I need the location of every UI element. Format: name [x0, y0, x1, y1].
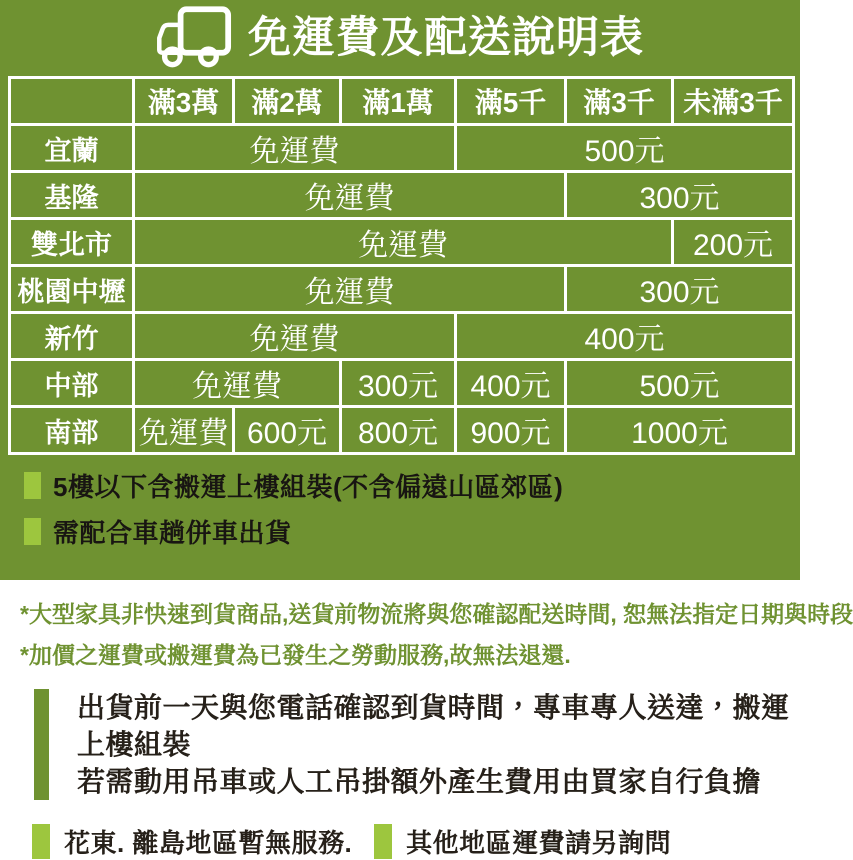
fee-cell: 免運費 — [134, 313, 456, 360]
fine-print-notes — [0, 594, 853, 676]
region-label: 中部 — [10, 360, 134, 407]
fee-cell: 300元 — [566, 172, 794, 219]
fee-cell: 免運費 — [134, 360, 341, 407]
fine-note-text: *加價之運費或搬運費為已發生之勞動服務,故無法退還. — [20, 642, 571, 668]
table-header-row — [10, 78, 794, 125]
table-row — [10, 266, 794, 313]
column-header: 滿1萬 — [341, 78, 456, 125]
green-notes — [0, 455, 800, 550]
fee-cell: 900元 — [456, 407, 566, 454]
delivery-note-text — [77, 689, 800, 800]
region-label: 基隆 — [10, 172, 134, 219]
fee-cell: 300元 — [566, 266, 794, 313]
delivery-note-line2: 若需動用吊車或人工吊掛額外產生費用由買家自行負擔 — [77, 766, 762, 797]
fee-cell: 免運費 — [134, 219, 673, 266]
footer-note-text: 花東. 離島地區暫無服務. — [64, 828, 353, 858]
fee-cell: 免運費 — [134, 125, 456, 172]
fee-cell: 600元 — [234, 407, 341, 454]
table-row — [10, 219, 794, 266]
title-bar — [0, 0, 800, 76]
region-label: 雙北市 — [10, 219, 134, 266]
fee-cell: 400元 — [456, 313, 794, 360]
delivery-note-line1: 出貨前一天與您電話確認到貨時間，專車專人送達，搬運上樓組裝 — [77, 692, 790, 760]
region-label: 桃園中壢 — [10, 266, 134, 313]
fee-cell: 免運費 — [134, 407, 234, 454]
delivery-truck-icon — [156, 5, 238, 71]
column-header: 滿3千 — [566, 78, 673, 125]
region-label: 南部 — [10, 407, 134, 454]
column-header: 滿5千 — [456, 78, 566, 125]
column-header-region — [10, 78, 134, 125]
vertical-bar-icon — [34, 689, 49, 800]
fee-cell: 400元 — [456, 360, 566, 407]
footer-note-text: 其他地區運費請另詢問 — [406, 828, 672, 858]
fee-cell: 1000元 — [566, 407, 794, 454]
fee-cell: 200元 — [673, 219, 794, 266]
column-header: 滿2萬 — [234, 78, 341, 125]
fee-cell: 500元 — [456, 125, 794, 172]
fee-cell: 300元 — [341, 360, 456, 407]
delivery-confirmation-note — [34, 689, 800, 800]
square-bullet-icon — [374, 824, 392, 859]
white-bottom-section — [0, 580, 853, 858]
column-header: 未滿3千 — [673, 78, 794, 125]
note-text: 5樓以下含搬運上樓組裝(不含偏遠山區郊區) — [53, 472, 564, 502]
table-row — [10, 407, 794, 454]
footer-notes-row — [32, 823, 800, 860]
note-text: 需配合車趟併車出貨 — [53, 518, 292, 548]
table-row — [10, 172, 794, 219]
note-line — [24, 467, 800, 504]
region-label: 宜蘭 — [10, 125, 134, 172]
fee-cell: 500元 — [566, 360, 794, 407]
table-row — [10, 125, 794, 172]
table-row — [10, 313, 794, 360]
region-label: 新竹 — [10, 313, 134, 360]
fine-note-text: *大型家具非快速到貨商品,送貨前物流將與您確認配送時間, 恕無法指定日期與時段 — [20, 601, 853, 627]
square-bullet-icon — [32, 824, 50, 859]
square-bullet-icon — [24, 518, 41, 545]
fee-cell: 免運費 — [134, 172, 566, 219]
square-bullet-icon — [24, 472, 41, 499]
note-line — [24, 513, 800, 550]
table-row — [10, 360, 794, 407]
column-header: 滿3萬 — [134, 78, 234, 125]
shipping-fee-table — [8, 76, 795, 455]
page-title: 免運費及配送說明表 — [248, 13, 644, 62]
fee-cell: 免運費 — [134, 266, 566, 313]
fee-cell: 800元 — [341, 407, 456, 454]
